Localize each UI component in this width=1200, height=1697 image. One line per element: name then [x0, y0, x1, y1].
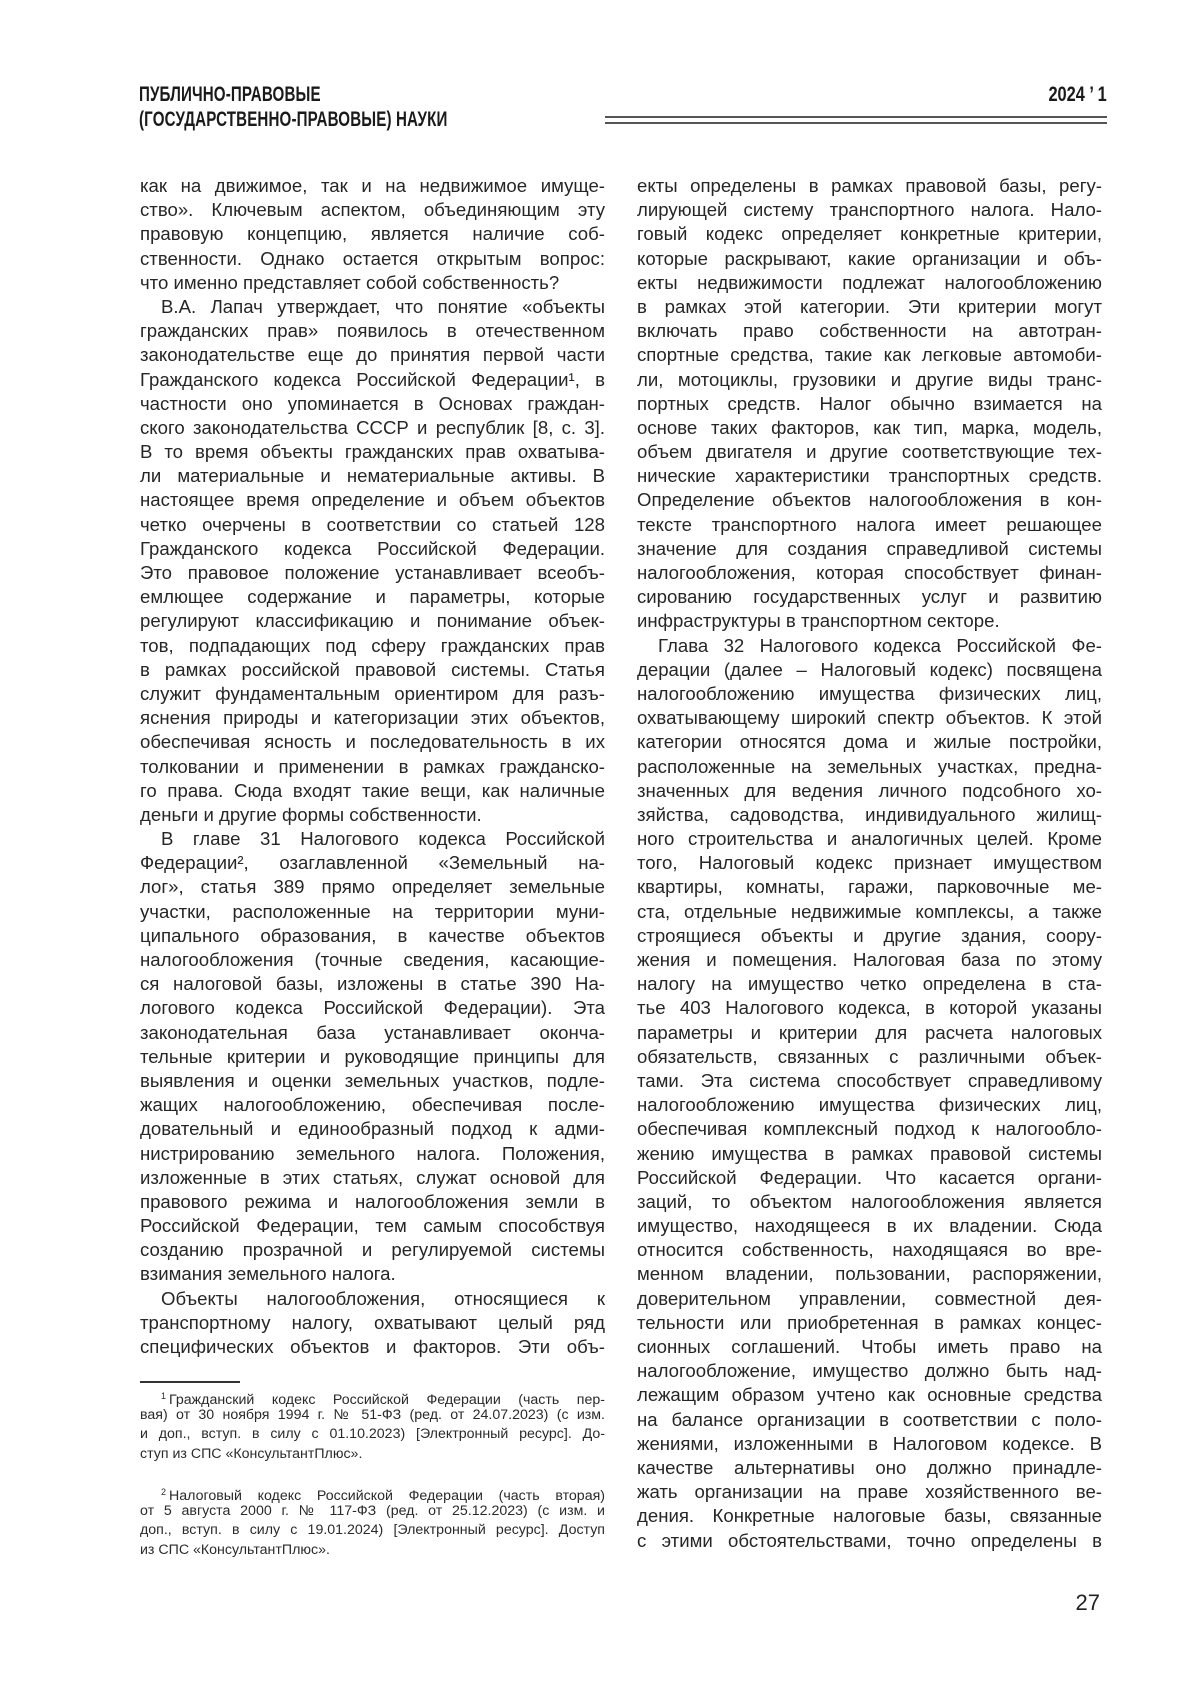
paragraph: [140, 174, 605, 295]
text-line: логового кодекса Российской Федерации). Эта: [140, 996, 605, 1020]
footnote-line: [140, 1387, 605, 1406]
text-line: основе таких факторов, как тип, марка, модель,: [637, 416, 1102, 440]
footnote-line: доп., вступ. в силу с 19.01.2024) [Электронный ресурс]. Доступ: [140, 1521, 605, 1540]
paragraph: [140, 1287, 605, 1360]
text-line: жению имущества в рамках правовой системы: [637, 1142, 1102, 1166]
text-line: Гражданского кодекса Российской Федерации¹, в: [140, 368, 605, 392]
text-line: специфических объектов и факторов. Эти объ-: [140, 1335, 605, 1359]
text-line: расположенные на земельных участках, предна-: [637, 755, 1102, 779]
text-line: Определение объектов налогообложения в кон-: [637, 488, 1102, 512]
text-line: регулируют классификацию и понимание объек-: [140, 609, 605, 633]
text-line: дения. Конкретные налоговые базы, связанные: [637, 1504, 1102, 1528]
text-line: лог», статья 389 прямо определяет земельные: [140, 875, 605, 899]
text-line: жать организации на праве хозяйственного ве-: [637, 1480, 1102, 1504]
paragraph: [637, 634, 1102, 1553]
paragraph: [140, 827, 605, 1287]
text-line: транспортному налогу, охватывают целый ряд: [140, 1311, 605, 1335]
text-line: в рамках этой категории. Эти критерии могут: [637, 295, 1102, 319]
text-line: Это правовое положение устанавливает всеобъ-: [140, 561, 605, 585]
text-line: которые раскрывают, какие организации и объ-: [637, 247, 1102, 271]
text-line: настоящее время определение и объем объектов: [140, 488, 605, 512]
section-title-line: (ГОСУДАРСТВЕННО-ПРАВОВЫЕ) НАУКИ: [139, 107, 447, 132]
footnote-marker: 2: [161, 1487, 166, 1497]
page-number: 27: [1076, 1590, 1100, 1616]
text-line: взимания земельного налога.: [140, 1262, 605, 1286]
section-title-line: ПУБЛИЧНО-ПРАВОВЫЕ: [139, 82, 447, 107]
text-line: категории относятся дома и жилые постройки,: [637, 730, 1102, 754]
footnote-line: из СПС «КонсультантПлюс».: [140, 1541, 605, 1560]
text-line: относится собственность, находящаяся во вре-: [637, 1238, 1102, 1262]
text-line: качестве альтернативы оно должно принадле-: [637, 1456, 1102, 1480]
text-line: екты недвижимости подлежат налогообложению: [637, 271, 1102, 295]
text-line: налогообложению имущества физических лиц,: [637, 682, 1102, 706]
text-line: портных средств. Налог обычно взимается на: [637, 392, 1102, 416]
text-line: выявления и оценки земельных участков, подле-: [140, 1069, 605, 1093]
text-line: Российской Федерации. Что касается органи-: [637, 1166, 1102, 1190]
text-line: В.А. Лапач утверждает, что понятие «объекты: [140, 295, 605, 319]
text-line: Российской Федерации, тем самым способствуя: [140, 1214, 605, 1238]
text-line: яснения природы и категоризации этих объектов,: [140, 706, 605, 730]
text-line: налогообложения (точные сведения, касающие-: [140, 948, 605, 972]
text-line: сированию государственных услуг и развитию: [637, 585, 1102, 609]
text-line: лежащим образом учтено как основные средства: [637, 1383, 1102, 1407]
footnote-text: Гражданский кодекс Российской Федерации (часть пер-: [169, 1392, 605, 1408]
text-line: В то время объекты гражданских прав охватыва-: [140, 440, 605, 464]
text-line: Глава 32 Налогового кодекса Российской Фе-: [637, 634, 1102, 658]
left-column: [140, 174, 605, 1359]
text-line: изложенные в этих статьях, служат основой для: [140, 1166, 605, 1190]
text-line: Гражданского кодекса Российской Федерации.: [140, 537, 605, 561]
text-line: Федерации², озаглавленной «Земельный на-: [140, 851, 605, 875]
text-line: ли, мотоциклы, грузовики и другие виды транс-: [637, 368, 1102, 392]
footnote-line: [140, 1483, 605, 1502]
text-line: как на движимое, так и на недвижимое имуще-: [140, 174, 605, 198]
text-line: тельности или приобретенная в рамках концес-: [637, 1311, 1102, 1335]
text-line: го права. Сюда входят такие вещи, как наличные: [140, 779, 605, 803]
text-line: В главе 31 Налогового кодекса Российской: [140, 827, 605, 851]
text-line: нистрированию земельного налога. Положения,: [140, 1142, 605, 1166]
header-rule: [605, 122, 1107, 124]
text-line: квартиры, комнаты, гаражи, парковочные ме-: [637, 875, 1102, 899]
text-line: включать право собственности на автотран-: [637, 319, 1102, 343]
footnote-line: вая) от 30 ноября 1994 г. № 51-ФЗ (ред. от 24.07.2023) (с изм.: [140, 1406, 605, 1425]
text-line: обеспечивая комплексный подход к налогообло-: [637, 1117, 1102, 1141]
text-line: жения и помещения. Налоговая база по этому: [637, 948, 1102, 972]
text-line: жениями, изложенными в Налоговом кодексе. В: [637, 1432, 1102, 1456]
text-line: строящиеся объекты и другие здания, соору-: [637, 924, 1102, 948]
text-line: екты определены в рамках правовой базы, регу-: [637, 174, 1102, 198]
text-line: зяйства, садоводства, индивидуального жилищ-: [637, 803, 1102, 827]
text-line: четко очерчены в соответствии со статьей 128: [140, 513, 605, 537]
text-line: говый кодекс определяет конкретные критерии,: [637, 222, 1102, 246]
text-line: участки, расположенные на территории муни-: [140, 900, 605, 924]
footnote-marker: 1: [161, 1391, 166, 1401]
text-line: сионных соглашений. Чтобы иметь право на: [637, 1335, 1102, 1359]
right-column: [637, 174, 1102, 1553]
text-line: налогообложению имущества физических лиц,: [637, 1093, 1102, 1117]
text-line: на балансе организации в соответствии с поло-: [637, 1408, 1102, 1432]
text-line: емлющее содержание и параметры, которые: [140, 585, 605, 609]
text-line: спортные средства, такие как легковые автомоби-: [637, 343, 1102, 367]
text-line: тельные критерии и руководящие принципы для: [140, 1045, 605, 1069]
issue-number: 2024 ’ 1: [1049, 82, 1107, 107]
journal-section-title: [139, 82, 447, 132]
text-line: ся налоговой базы, изложены в статье 390 На-: [140, 972, 605, 996]
text-line: ли материальные и нематериальные активы. В: [140, 464, 605, 488]
text-line: инфраструктуры в транспортном секторе.: [637, 609, 1102, 633]
text-line: ного строительства и аналогичных целей. Кроме: [637, 827, 1102, 851]
text-line: служит фундаментальным ориентиром для разъ-: [140, 682, 605, 706]
text-line: того, Налоговый кодекс признает имуществом: [637, 851, 1102, 875]
text-line: частности оно упоминается в Основах граждан-: [140, 392, 605, 416]
text-line: параметры и критерии для расчета налоговых: [637, 1021, 1102, 1045]
text-line: Объекты налогообложения, относящиеся к: [140, 1287, 605, 1311]
text-line: созданию прозрачной и регулируемой системы: [140, 1238, 605, 1262]
text-line: менном владении, пользовании, распоряжении,: [637, 1262, 1102, 1286]
text-line: тов, подпадающих под сферу гражданских прав: [140, 634, 605, 658]
text-line: ство». Ключевым аспектом, объединяющим эту: [140, 198, 605, 222]
text-line: тье 403 Налогового кодекса, в которой указаны: [637, 996, 1102, 1020]
text-line: деньги и другие формы собственности.: [140, 803, 605, 827]
text-line: обеспечивая ясность и последовательность в их: [140, 730, 605, 754]
text-line: законодательстве еще до принятия первой части: [140, 343, 605, 367]
text-line: ципального образования, в качестве объектов: [140, 924, 605, 948]
text-line: заций, то объектом налогообложения является: [637, 1190, 1102, 1214]
text-line: с этими обстоятельствами, точно определены в: [637, 1529, 1102, 1553]
footnote-separator: [140, 1381, 240, 1383]
footnote-line: от 5 августа 2000 г. № 117-ФЗ (ред. от 25.12.2023) (с изм. и: [140, 1502, 605, 1521]
text-line: тами. Эта система способствует справедливому: [637, 1069, 1102, 1093]
text-line: налогообложение, имущество должно быть над-: [637, 1359, 1102, 1383]
text-line: объем двигателя и другие соответствующие тех-: [637, 440, 1102, 464]
footnote-line: и доп., вступ. в силу с 01.10.2023) [Электронный ресурс]. До-: [140, 1425, 605, 1444]
text-line: жащих налогообложению, обеспечивая после-: [140, 1093, 605, 1117]
text-line: правовую концепцию, является наличие соб-: [140, 222, 605, 246]
text-line: толковании и применении в рамках гражданско-: [140, 755, 605, 779]
text-line: дерации (далее – Налоговый кодекс) посвящена: [637, 658, 1102, 682]
text-line: гражданских прав» появилось в отечественном: [140, 319, 605, 343]
text-line: тексте транспортного налога имеет решающее: [637, 513, 1102, 537]
text-line: ственности. Однако остается открытым вопрос:: [140, 247, 605, 271]
text-line: обязательств, связанных с различными объек-: [637, 1045, 1102, 1069]
text-line: охватывающему широкий спектр объектов. К этой: [637, 706, 1102, 730]
text-line: лирующей систему транспортного налога. Нало-: [637, 198, 1102, 222]
text-line: что именно представляет собой собственность?: [140, 271, 605, 295]
text-line: значенных для ведения личного подсобного хо-: [637, 779, 1102, 803]
footnote-1: [140, 1387, 605, 1464]
text-line: довательный и единообразный подход к адми-: [140, 1117, 605, 1141]
footnote-text: Налоговый кодекс Российской Федерации (часть вторая): [169, 1488, 605, 1504]
text-line: правового режима и налогообложения земли в: [140, 1190, 605, 1214]
paragraph: [637, 174, 1102, 634]
paragraph: [140, 295, 605, 827]
text-line: значение для создания справедливой системы: [637, 537, 1102, 561]
text-line: налогу на имущество четко определена в ста-: [637, 972, 1102, 996]
text-line: законодательная база устанавливает оконча-: [140, 1021, 605, 1045]
text-line: ского законодательства СССР и республик [8, с. 3].: [140, 416, 605, 440]
text-line: ста, отдельные недвижимые комплексы, а также: [637, 900, 1102, 924]
text-line: доверительном управлении, совместной дея-: [637, 1287, 1102, 1311]
text-line: в рамках российской правовой системы. Статья: [140, 658, 605, 682]
text-line: нические характеристики транспортных средств.: [637, 464, 1102, 488]
header-rule: [605, 116, 1107, 118]
text-line: имущество, находящееся в их владении. Сюда: [637, 1214, 1102, 1238]
text-line: налогообложения, которая способствует финан-: [637, 561, 1102, 585]
footnote-line: ступ из СПС «КонсультантПлюс».: [140, 1445, 605, 1464]
footnote-2: [140, 1483, 605, 1560]
